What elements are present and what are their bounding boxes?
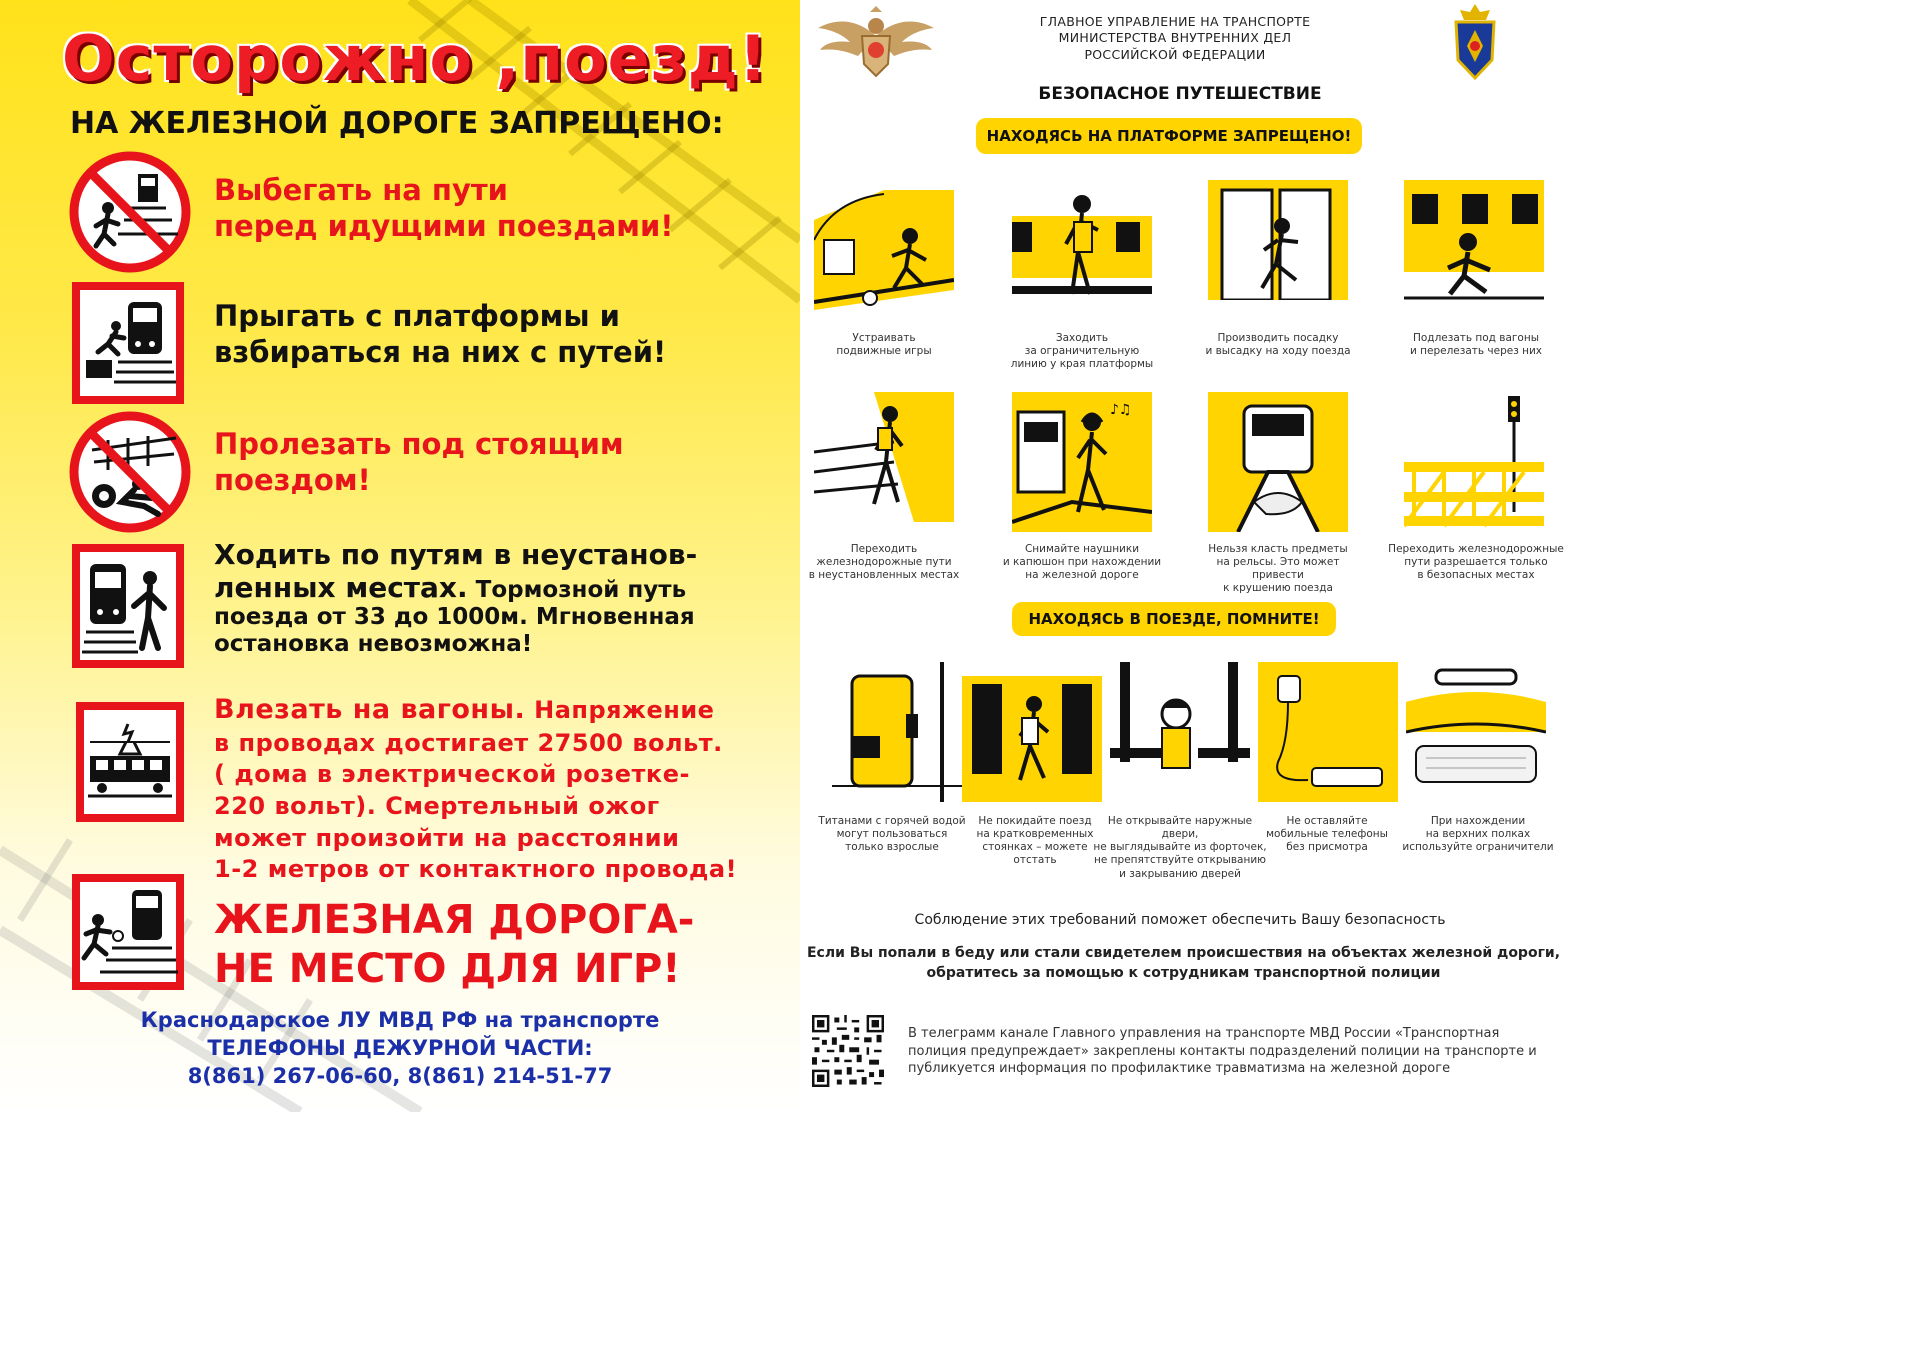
caption-10-l1: Не покидайте поезд — [978, 815, 1092, 827]
caption-13 — [1398, 815, 1558, 854]
transport-police-badge-icon — [1450, 2, 1500, 82]
rule-4-line-1: Ходить по путям в неустанов- — [214, 538, 698, 571]
caption-13-l1: При нахождении — [1430, 815, 1526, 827]
platform-banner: НАХОДЯСЬ НА ПЛАТФОРМЕ ЗАПРЕЩЕНО! — [976, 118, 1362, 154]
footer-phones-title: ТЕЛЕФОНЫ ДЕЖУРНОЙ ЧАСТИ: — [207, 1036, 593, 1060]
caption-11-l4: и закрыванию дверей — [1119, 867, 1241, 880]
caption-8-l1: Переходить железнодорожные — [1388, 543, 1564, 555]
caption-12-l3: без присмотра — [1286, 841, 1368, 854]
help-note-line-2: обратитесь за помощью к сотрудникам транспортной полиции — [926, 964, 1441, 981]
right-poster — [800, 0, 1567, 1112]
caption-4 — [1394, 332, 1558, 358]
train-banner: НАХОДЯСЬ В ПОЕЗДЕ, ПОМНИТЕ! — [1012, 602, 1336, 636]
tile-boarding-moving-train — [1208, 180, 1348, 320]
help-note — [800, 944, 1567, 983]
no-jumping-platform-icon — [72, 282, 184, 404]
caption-6 — [998, 543, 1166, 582]
caption-3-l2: и высадку на ходу поезда — [1205, 345, 1351, 358]
left-poster — [0, 0, 800, 1112]
tile-open-doors — [1110, 662, 1250, 802]
rule-6-line-2: НЕ МЕСТО ДЛЯ ИГР! — [214, 945, 681, 992]
caption-11-l3: не препятствуйте открыванию — [1094, 854, 1266, 867]
caption-10-l4: отстать — [1013, 854, 1057, 867]
poster-subtitle: НА ЖЕЛЕЗНОЙ ДОРОГЕ ЗАПРЕЩЕНО: — [70, 106, 724, 141]
caption-13-l3: используйте ограничители — [1402, 841, 1554, 854]
ministry-header — [1030, 14, 1320, 63]
caption-3-l1: Производить посадку — [1217, 332, 1339, 344]
no-walking-on-tracks-icon — [72, 544, 184, 668]
rule-4-line-3: поезда от 33 до 1000м. Мгновенная — [214, 604, 695, 631]
caption-9 — [812, 815, 972, 854]
rule-4-line-2-rest: Тормозной путь — [467, 577, 687, 604]
rule-3-line-2: поездом! — [214, 463, 371, 498]
safe-travel-heading: БЕЗОПАСНОЕ ПУТЕШЕСТВИЕ — [1038, 84, 1322, 104]
qr-code-icon[interactable] — [812, 1015, 884, 1087]
rule-4 — [214, 538, 697, 658]
tile-unattended-phone — [1258, 662, 1398, 802]
caption-1-l2: подвижные игры — [836, 345, 932, 358]
rule-5-line-2: в проводах достигает 27500 вольт. — [214, 728, 723, 757]
rule-2-line-2: взбираться на них с путей! — [214, 335, 667, 370]
caption-7-l2: на рельсы. Это может привести — [1216, 556, 1340, 582]
caption-8-l2: пути разрешается только — [1404, 556, 1548, 569]
telegram-info: В телеграмм канале Главного управления на транспорте МВД России «Транспортная полиция предупреждает» закреплены контакты подразделений полиции на транспорте и публикуется информация по профилактике травматизма на железной дороге — [908, 1026, 1537, 1077]
tile-crossing-edge-line — [1012, 182, 1152, 322]
caption-8-l3: в безопасных местах — [1417, 569, 1535, 582]
caption-5-l2: железнодорожные пути — [816, 556, 952, 569]
caption-2-l1: Заходить — [1055, 332, 1109, 344]
caption-2-l3: линию у края платформы — [1010, 358, 1154, 371]
caption-2-l2: за ограничительную — [1024, 345, 1140, 358]
caption-12 — [1252, 815, 1402, 854]
rule-4-line-2 — [214, 571, 697, 604]
caption-13-l2: на верхних полках — [1425, 828, 1531, 841]
rule-1 — [214, 172, 674, 245]
caption-12-l2: мобильные телефоны — [1266, 828, 1388, 841]
ministry-line-2: МИНИСТЕРСТВА ВНУТРЕННИХ ДЕЛ — [1058, 30, 1292, 46]
high-voltage-wagon-icon — [76, 702, 184, 822]
caption-6-l2: и капюшон при нахождении — [1002, 556, 1162, 569]
rule-6-line-1: ЖЕЛЕЗНАЯ ДОРОГА- — [214, 897, 695, 943]
caption-10 — [960, 815, 1110, 868]
caption-9-l3: только взрослые — [845, 841, 939, 854]
rule-5-line-5: может произойти на расстоянии — [214, 823, 680, 852]
rule-5-line-6: 1-2 метров от контактного провода! — [214, 855, 738, 884]
caption-9-l2: могут пользоваться — [836, 828, 948, 841]
tile-leaving-train — [962, 662, 1102, 802]
rule-2-line-1: Прыгать с платформы и — [214, 299, 620, 333]
help-note-line-1: Если Вы попали в беду или стали свидетелем происшествия на объектах железной дороги, — [806, 945, 1561, 961]
caption-7 — [1190, 543, 1366, 596]
tile-crawling-under-wagons — [1404, 180, 1544, 320]
caption-5-l1: Переходить — [850, 543, 918, 555]
tile-headphones — [1012, 392, 1152, 532]
poster-title: Осторожно ,поезд! — [62, 22, 769, 95]
caption-11 — [1092, 815, 1268, 881]
tile-playing-games — [814, 180, 954, 320]
rule-2 — [214, 298, 666, 371]
caption-1 — [804, 332, 964, 358]
rule-3 — [214, 426, 624, 499]
rule-5-lead-rest: Напряжение — [525, 696, 715, 724]
caption-4-l2: и перелезать через них — [1409, 345, 1543, 358]
caption-6-l3: на железной дороге — [1025, 569, 1139, 582]
no-crawling-under-train-icon — [68, 410, 192, 534]
caption-12-l1: Не оставляйте — [1286, 815, 1368, 827]
eagle-emblem-icon — [814, 6, 938, 84]
caption-9-l1: Титанами с горячей водой — [818, 815, 966, 827]
footer-org: Краснодарское ЛУ МВД РФ на транспорте — [140, 1008, 660, 1032]
caption-5-l3: в неустановленных местах — [808, 569, 960, 582]
rule-5 — [214, 692, 737, 886]
tile-upper-bunk — [1406, 662, 1546, 802]
footer-phones: 8(861) 267-06-60, 8(861) 214-51-77 — [187, 1064, 613, 1088]
safety-note: Соблюдение этих требований поможет обеспечить Вашу безопасность — [914, 912, 1446, 928]
caption-3 — [1196, 332, 1360, 358]
tile-crossing-tracks — [814, 392, 954, 532]
caption-2 — [1002, 332, 1162, 371]
caption-8 — [1386, 543, 1566, 582]
tile-safe-crossing — [1404, 392, 1544, 532]
caption-7-l1: Нельзя класть предметы — [1208, 543, 1348, 555]
caption-11-l1: Не открывайте наружные двери, — [1107, 815, 1253, 841]
rule-4-line-4: остановка невозможна! — [214, 631, 533, 658]
no-running-before-train-icon — [68, 150, 192, 274]
caption-5 — [804, 543, 964, 582]
caption-1-l1: Устраивать — [852, 332, 916, 344]
caption-10-l2: на кратковременных — [976, 828, 1094, 841]
rule-4-line-2-main: ленных местах. — [214, 571, 468, 605]
no-playing-on-tracks-icon — [72, 874, 184, 990]
caption-11-l2: не выглядывайте из форточек, — [1093, 841, 1267, 854]
rule-5-line-3: ( дома в электрической розетке- — [214, 760, 690, 789]
rule-1-line-2: перед идущими поездами! — [214, 209, 674, 244]
tile-hot-water-boiler — [832, 662, 972, 802]
rule-5-line-1 — [214, 692, 737, 728]
ministry-line-3: РОССИЙСКОЙ ФЕДЕРАЦИИ — [1084, 46, 1266, 62]
svg-text:♪♫: ♪♫ — [1110, 402, 1132, 418]
rule-6 — [214, 896, 694, 994]
tile-objects-on-rails — [1208, 392, 1348, 532]
rule-5-line-4: 220 вольт). Смертельный ожог — [214, 791, 660, 820]
rule-1-line-1: Выбегать на пути — [214, 173, 508, 207]
caption-10-l3: стоянках – можете — [982, 841, 1088, 854]
ministry-line-1: ГЛАВНОЕ УПРАВЛЕНИЕ НА ТРАНСПОРТЕ — [1039, 14, 1311, 29]
rule-5-lead: Влезать на вагоны. — [214, 694, 526, 725]
caption-4-l1: Подлезать под вагоны — [1412, 332, 1539, 344]
caption-7-l3: к крушению поезда — [1223, 582, 1333, 595]
rule-3-line-1: Пролезать под стоящим — [214, 427, 624, 461]
caption-6-l1: Снимайте наушники — [1024, 543, 1140, 555]
